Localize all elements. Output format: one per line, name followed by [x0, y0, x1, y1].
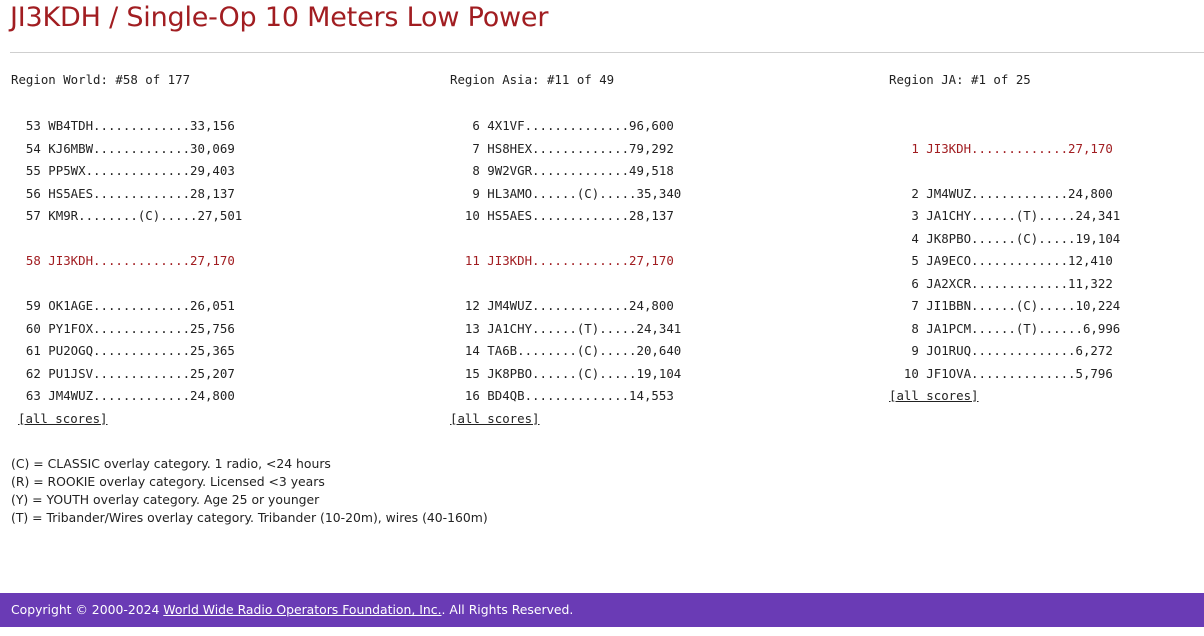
score-row: 8 9W2VGR.............49,518 [450, 163, 674, 178]
score-row: 5 JA9ECO.............12,410 [889, 253, 1113, 268]
overlay-legend [11, 455, 488, 527]
score-row: 12 JM4WUZ.............24,800 [450, 298, 674, 313]
legend-rookie: (R) = ROOKIE overlay category. Licensed <3 years [11, 474, 325, 489]
score-row: 10 JF1OVA..............5,796 [889, 365, 1113, 381]
score-row: 15 JK8PBO......(C).....19,104 [450, 365, 682, 381]
all-scores-link-world[interactable]: [all scores] [18, 410, 108, 426]
legend-tribander: (T) = Tribander/Wires overlay category. Tribander (10-20m), wires (40-160m) [11, 510, 488, 525]
blank-row [11, 273, 411, 296]
region-asia-heading: Region Asia: #11 of 49 [450, 72, 615, 87]
region-ja-column [889, 70, 1204, 408]
score-row: 4 JK8PBO......(C).....19,104 [889, 230, 1121, 246]
score-row: 62 PU1JSV.............25,207 [11, 365, 235, 381]
footer-prefix: Copyright © 2000-2024 [11, 602, 164, 617]
score-row: 55 PP5WX..............29,403 [11, 163, 235, 178]
region-world-heading: Region World: #58 of 177 [11, 72, 191, 87]
spacer [11, 90, 411, 115]
score-row: 3 JA1CHY......(T).....24,341 [889, 208, 1121, 223]
score-row: 10 HS5AES.............28,137 [450, 208, 674, 223]
score-row: 57 KM9R........(C).....27,501 [11, 208, 243, 223]
score-row: 7 JI1BBN......(C).....10,224 [889, 298, 1121, 313]
score-row: 53 WB4TDH.............33,156 [11, 118, 235, 133]
legend-youth: (Y) = YOUTH overlay category. Age 25 or younger [11, 492, 320, 507]
score-row: 54 KJ6MBW.............30,069 [11, 140, 235, 156]
score-row: 59 OK1AGE.............26,051 [11, 298, 235, 313]
spacer [450, 90, 850, 115]
blank-row [889, 160, 1204, 183]
score-row: 16 BD4QB..............14,553 [450, 388, 674, 403]
score-row-self: 58 JI3KDH.............27,170 [11, 253, 235, 268]
score-row-self: 11 JI3KDH.............27,170 [450, 253, 674, 268]
all-scores-link-ja[interactable]: [all scores] [889, 388, 979, 403]
score-row: 61 PU2OGQ.............25,365 [11, 343, 235, 358]
score-row: 6 JA2XCR.............11,322 [889, 275, 1113, 291]
score-row-self: 1 JI3KDH.............27,170 [889, 140, 1113, 156]
score-row: 6 4X1VF..............96,600 [450, 118, 674, 133]
blank-row [889, 115, 1204, 138]
score-row: 9 HL3AMO......(C).....35,340 [450, 185, 682, 201]
blank-row [450, 228, 850, 251]
region-asia-column [450, 70, 850, 430]
region-world-rows [11, 115, 411, 408]
region-ja-rows [889, 115, 1204, 385]
score-row: 14 TA6B........(C).....20,640 [450, 343, 682, 358]
all-scores-link-asia[interactable]: [all scores] [450, 410, 540, 426]
blank-row [11, 228, 411, 251]
region-ja-heading: Region JA: #1 of 25 [889, 72, 1031, 87]
title-divider [10, 52, 1204, 53]
blank-row [450, 273, 850, 296]
wwrof-link[interactable]: World Wide Radio Operators Foundation, Inc. [163, 602, 442, 617]
score-row: 7 HS8HEX.............79,292 [450, 140, 674, 156]
score-row: 9 JO1RUQ..............6,272 [889, 343, 1113, 358]
score-row: 63 JM4WUZ.............24,800 [11, 388, 235, 403]
page-title: JI3KDH / Single-Op 10 Meters Low Power [10, 2, 549, 33]
region-asia-rows [450, 115, 850, 408]
score-row: 56 HS5AES.............28,137 [11, 185, 235, 201]
legend-classic: (C) = CLASSIC overlay category. 1 radio, <24 hours [11, 456, 331, 471]
region-world-column [11, 70, 411, 430]
footer-copyright [0, 593, 1204, 627]
score-row: 2 JM4WUZ.............24,800 [889, 185, 1113, 201]
footer [0, 593, 1204, 627]
score-row: 8 JA1PCM......(T)......6,996 [889, 320, 1121, 336]
spacer [889, 90, 1204, 115]
score-row: 60 PY1FOX.............25,756 [11, 320, 235, 336]
score-row: 13 JA1CHY......(T).....24,341 [450, 320, 682, 336]
footer-suffix: . All Rights Reserved. [441, 602, 574, 617]
